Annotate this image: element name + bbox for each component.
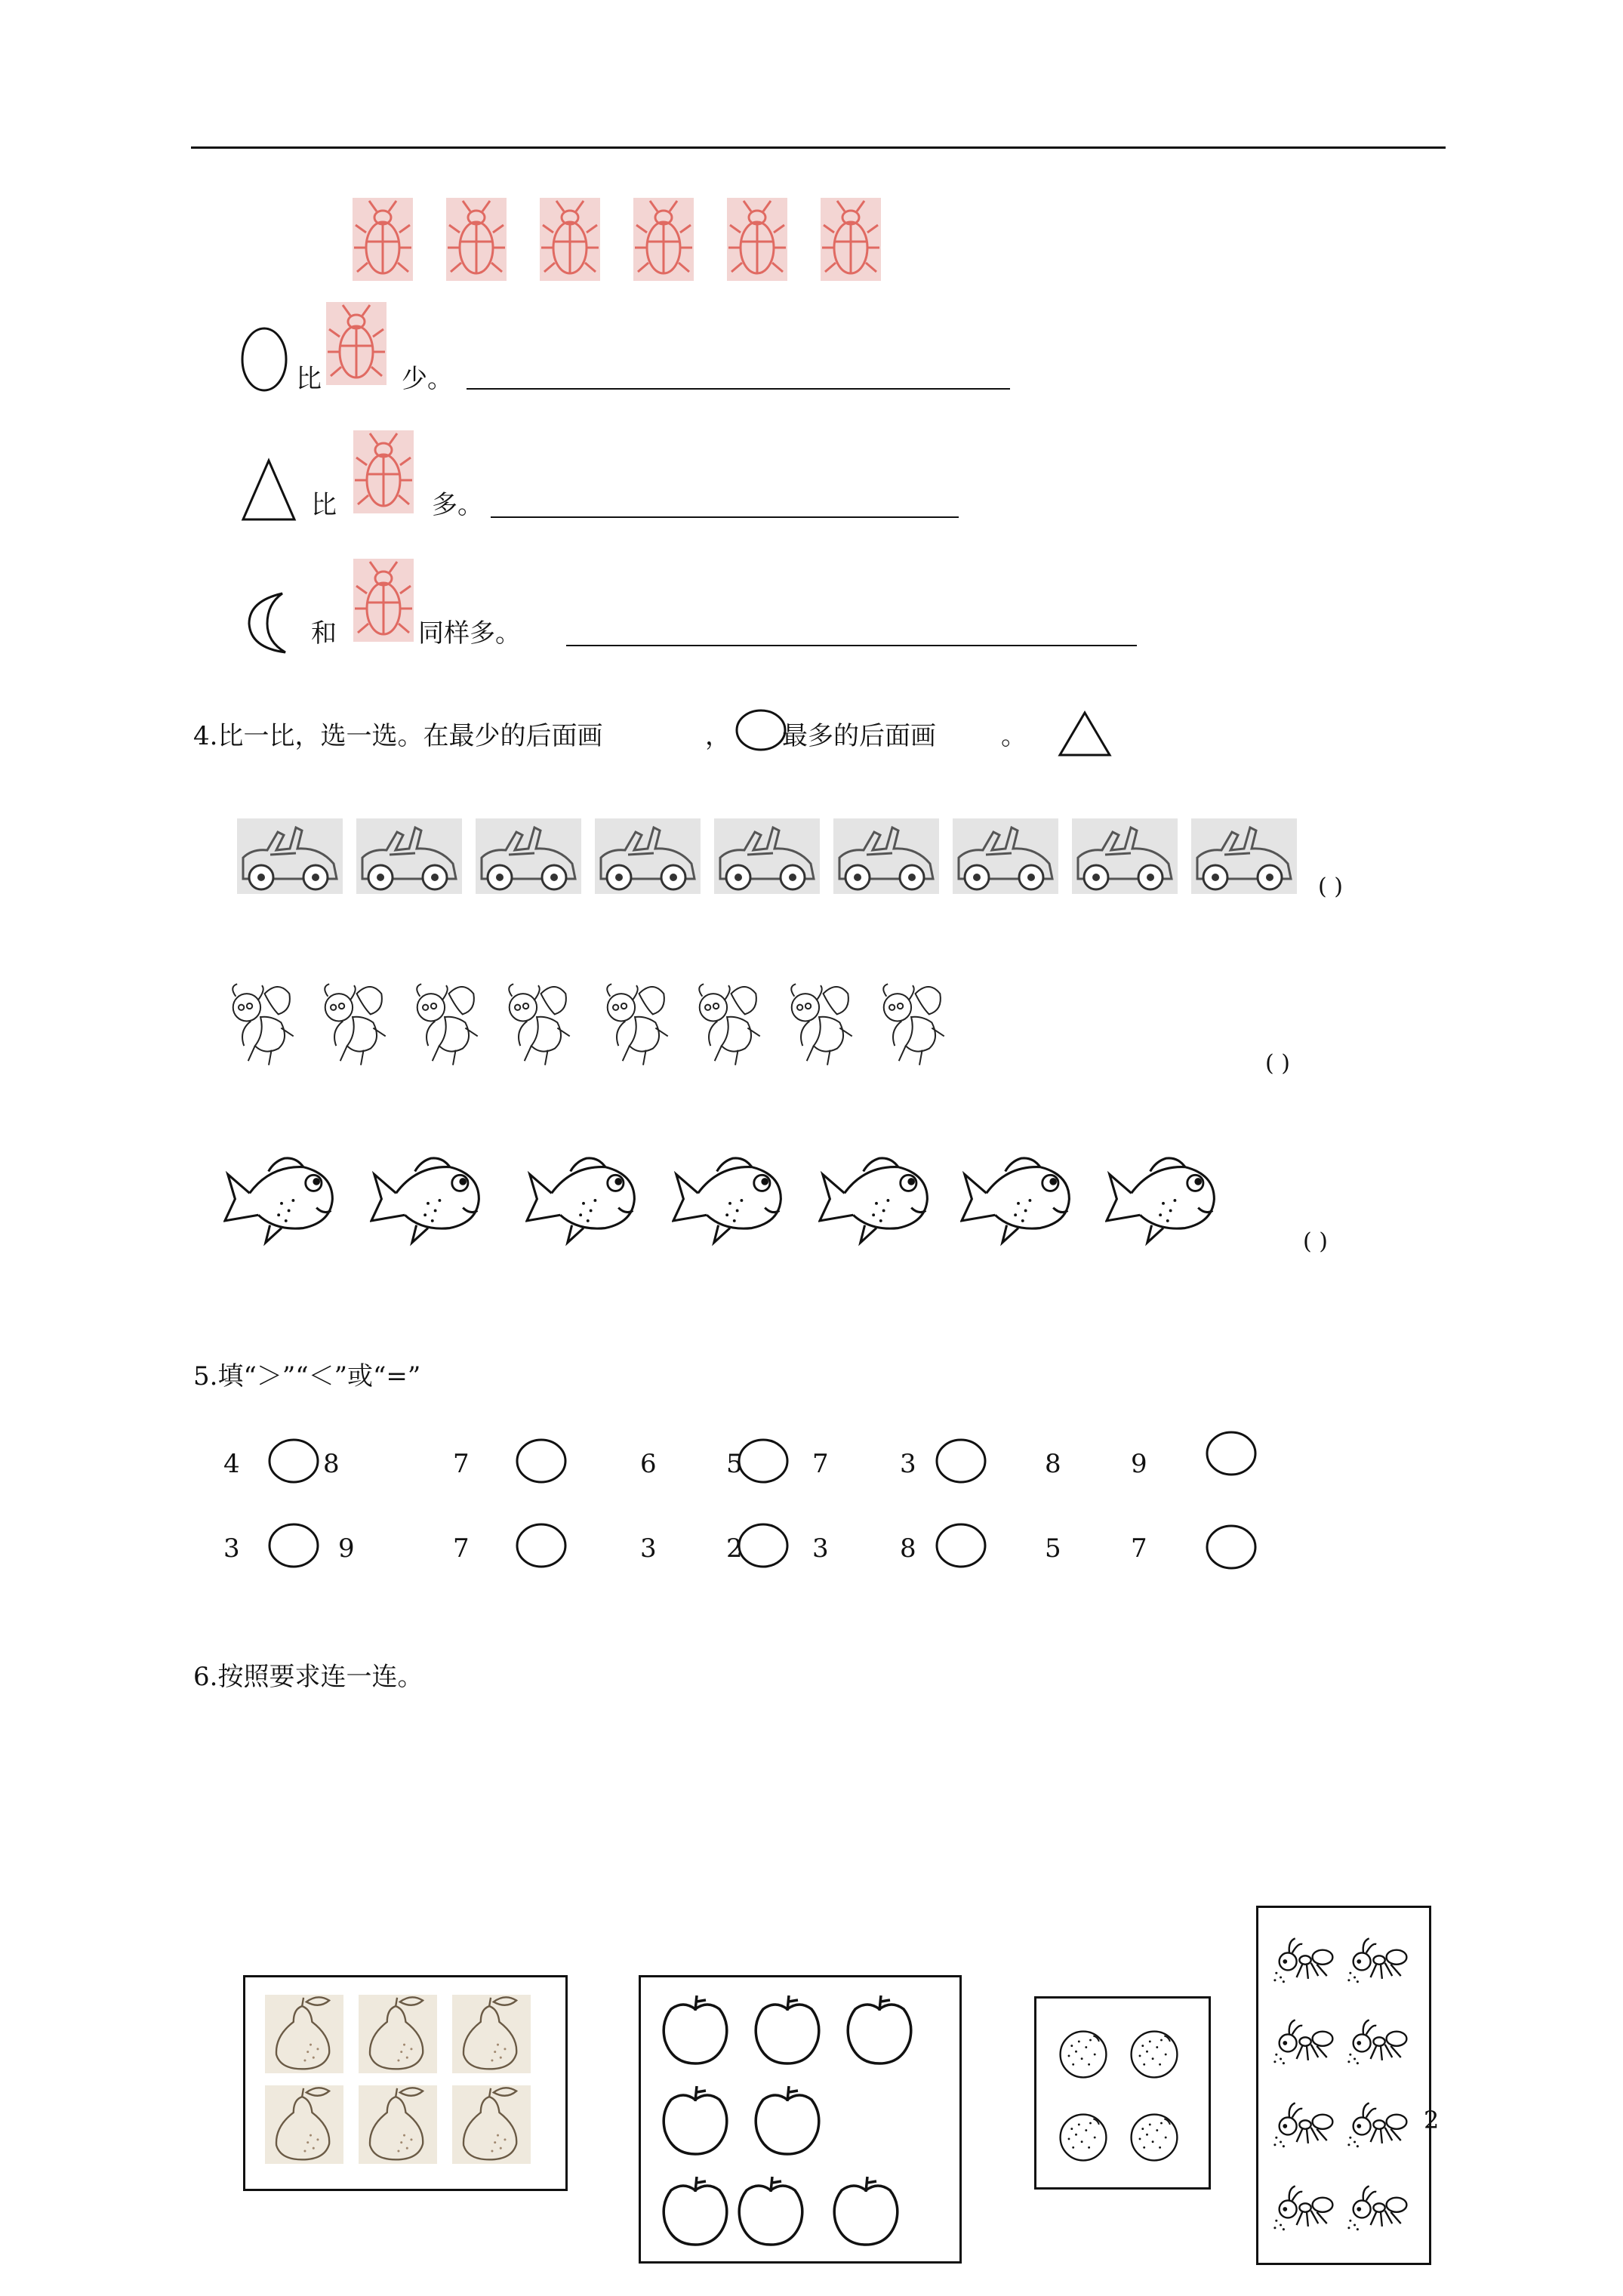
q4-end: 。: [1001, 721, 1027, 751]
bug-group: [350, 198, 1127, 282]
apple-icon: [756, 2086, 819, 2154]
compare-circle[interactable]: [515, 1522, 568, 1569]
apple-icon: [664, 2177, 727, 2245]
monkey-icon: [509, 984, 569, 1065]
q3-row2-answer-line[interactable]: [491, 516, 959, 518]
q3-row2-text-after: 多。: [432, 490, 483, 520]
bug-icon: [353, 198, 413, 281]
q5-r2-n1: 3: [223, 1533, 240, 1564]
q5-r1-n4: 6: [640, 1449, 657, 1479]
q5-r2-n6: 3: [812, 1533, 829, 1564]
car-icon: [1072, 818, 1178, 894]
apple-icon: [848, 1996, 911, 2063]
q5-r1-n9: 9: [1131, 1449, 1147, 1479]
circle-icon: [240, 326, 288, 393]
monkey-icon: [699, 984, 759, 1065]
fish-icon: [962, 1158, 1069, 1243]
bug-row: [350, 198, 1127, 282]
ant-icon: [1347, 2103, 1406, 2147]
pear-box[interactable]: [243, 1975, 568, 2191]
q5-r2-n5: 2: [726, 1533, 743, 1564]
compare-circle[interactable]: [737, 1522, 790, 1569]
fish-icon: [1107, 1158, 1214, 1243]
q5-r1-n7: 3: [900, 1449, 916, 1479]
q5-r1-n1: 4: [223, 1449, 240, 1479]
ant-icon: [1347, 1938, 1406, 1983]
monkey-icon: [791, 984, 852, 1065]
ant-icon: [1273, 2020, 1332, 2064]
apple-icon: [834, 2177, 898, 2245]
bug-icon: [821, 198, 881, 281]
bug-icon: [446, 198, 507, 281]
q5-r1-n3: 7: [453, 1449, 470, 1479]
q4-row3-answer[interactable]: ( ): [1303, 1228, 1328, 1255]
fish-icon: [820, 1158, 927, 1243]
q3-row1-text-before: 比: [296, 364, 322, 394]
compare-circle[interactable]: [1205, 1430, 1258, 1477]
ant-icon: [1273, 2103, 1332, 2147]
apple-icon: [664, 2086, 727, 2154]
q3-row3-text-before: 和: [311, 618, 337, 649]
monkey-icon: [325, 984, 385, 1065]
page-number: 2: [1424, 2106, 1440, 2134]
compare-circle[interactable]: [515, 1438, 568, 1484]
header-rule: [191, 146, 1446, 149]
bug-icon: [540, 198, 600, 281]
car-icon: [1191, 818, 1297, 894]
car-icon: [237, 818, 343, 894]
bug-icon: [633, 198, 694, 281]
q5-r1-n5: 5: [726, 1449, 743, 1479]
fish-icon: [527, 1158, 634, 1243]
ant-icon: [1273, 2186, 1332, 2230]
q3-row2-text-before: 比: [311, 490, 337, 520]
bug-icon: [325, 302, 388, 385]
car-icon: [595, 818, 701, 894]
pear-icon: [452, 2085, 531, 2164]
q5-r1-n8: 8: [1045, 1449, 1061, 1479]
apple-icon: [739, 2177, 802, 2245]
orange-icon: [1061, 2115, 1107, 2161]
monkey-icon: [233, 984, 293, 1065]
apple-icon: [756, 1996, 819, 2063]
monkey-icon: [607, 984, 667, 1065]
fish-icon: [225, 1158, 332, 1243]
triangle-icon: [1057, 710, 1113, 758]
moon-icon: [240, 589, 300, 655]
q6-title: 6.按照要求连一连。: [193, 1662, 423, 1692]
q5-r2-n4: 3: [640, 1533, 657, 1564]
compare-circle[interactable]: [1205, 1524, 1258, 1570]
q5-r2-n3: 7: [453, 1533, 470, 1564]
car-icon: [714, 818, 820, 894]
q4-comma: ，: [705, 721, 731, 751]
q5-r2-n2: 9: [338, 1533, 355, 1564]
bug-icon: [352, 430, 415, 513]
q3-row3-answer-line[interactable]: [566, 645, 1137, 646]
circle-icon: [735, 708, 787, 752]
car-icon: [833, 818, 939, 894]
pear-icon: [265, 2085, 343, 2164]
q5-r1-n6: 7: [812, 1449, 829, 1479]
ant-icon: [1273, 1938, 1332, 1983]
apple-box[interactable]: [639, 1975, 962, 2264]
q5-title: 5.填“＞”“＜”或“=”: [193, 1361, 421, 1391]
compare-circle[interactable]: [935, 1522, 987, 1569]
pear-icon: [452, 1995, 531, 2073]
compare-circle[interactable]: [737, 1438, 790, 1484]
fish-icon: [673, 1158, 781, 1243]
ant-icon: [1347, 2020, 1406, 2064]
monkey-row: [223, 975, 978, 1077]
bug-icon: [727, 198, 787, 281]
ant-icon: [1347, 2186, 1406, 2230]
orange-icon: [1132, 2115, 1178, 2161]
orange-icon: [1061, 2032, 1107, 2078]
orange-box[interactable]: [1034, 1996, 1211, 2190]
bug-icon: [352, 559, 415, 642]
fish-row: [223, 1152, 1235, 1253]
apple-icon: [664, 1996, 727, 2063]
car-row: [237, 818, 1309, 897]
pear-icon: [265, 1995, 343, 2073]
q4-row1-answer[interactable]: ( ): [1318, 874, 1343, 900]
q4-middle: 最多的后面画: [782, 721, 936, 751]
q5-r1-n2: 8: [323, 1449, 340, 1479]
q5-r2-n7: 8: [900, 1533, 916, 1564]
monkey-icon: [883, 984, 944, 1065]
q3-row1-answer-line[interactable]: [467, 388, 1010, 390]
car-icon: [476, 818, 581, 894]
ant-box[interactable]: [1256, 1906, 1431, 2265]
monkey-icon: [417, 984, 477, 1065]
compare-circle[interactable]: [267, 1522, 320, 1569]
pear-icon: [359, 2085, 437, 2164]
q4-row2-answer[interactable]: ( ): [1265, 1050, 1290, 1077]
fish-icon: [371, 1158, 479, 1243]
orange-icon: [1132, 2032, 1178, 2078]
q5-r2-n9: 7: [1131, 1533, 1147, 1564]
compare-circle[interactable]: [935, 1438, 987, 1484]
triangle-icon: [240, 458, 297, 522]
q3-row3-text-after: 同样多。: [418, 618, 521, 649]
pear-icon: [359, 1995, 437, 2073]
q4-title: 4.比一比，选一选。在最少的后面画: [193, 721, 603, 751]
q3-row1-text-after: 少。: [402, 364, 453, 394]
car-icon: [356, 818, 462, 894]
q5-r2-n8: 5: [1045, 1533, 1061, 1564]
car-icon: [953, 818, 1058, 894]
compare-circle[interactable]: [267, 1438, 320, 1484]
